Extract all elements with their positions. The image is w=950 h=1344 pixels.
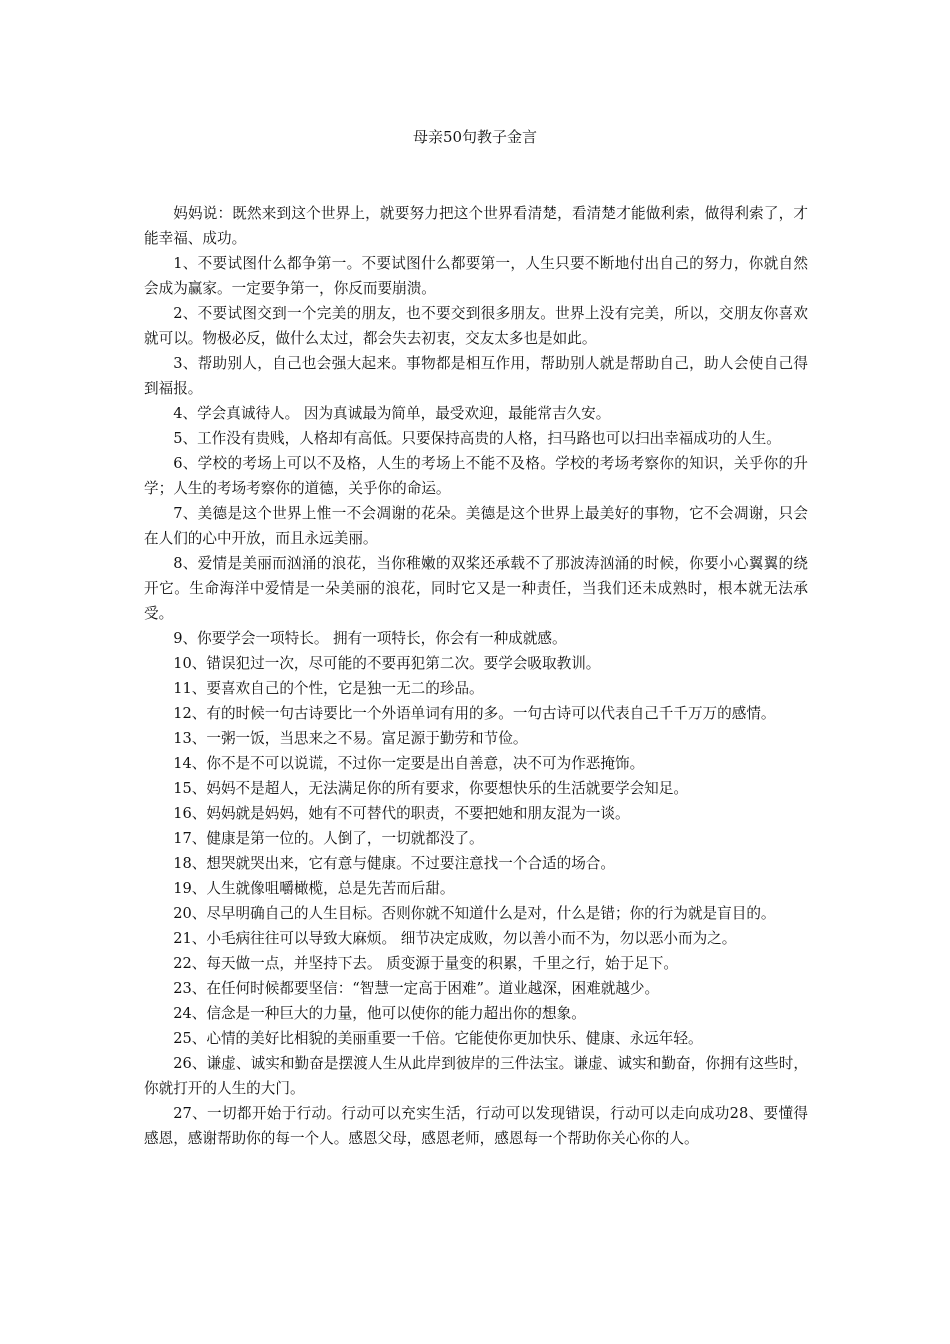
paragraph-22: 22、每天做一点，并坚持下去。 质变源于量变的积累，千里之行，始于足下。 xyxy=(173,955,678,972)
paragraph-1: 1、不要试图什么都争第一。不要试图什么都要第一，人生只要不断地付出自己的努力，你就自然会成为赢家。一定要争第一，你反而要崩溃。 xyxy=(144,255,808,297)
paragraph-25: 25、心情的美好比相貌的美丽重要一千倍。它能使你更加快乐、健康、永远年轻。 xyxy=(173,1030,703,1047)
paragraph-16: 16、妈妈就是妈妈，她有不可替代的职责，不要把她和朋友混为一谈。 xyxy=(173,805,630,822)
paragraph-12: 12、有的时候一句古诗要比一个外语单词有用的多。一句古诗可以代表自己千千万万的感情。 xyxy=(173,705,776,722)
paragraph-15: 15、妈妈不是超人，无法满足你的所有要求，你要想快乐的生活就要学会知足。 xyxy=(173,780,688,797)
paragraph-4: 4、学会真诚待人。 因为真诚最为简单，最受欢迎，最能常吉久安。 xyxy=(173,405,611,422)
document-body xyxy=(144,201,808,1151)
document-title: 母亲50句教子金言 xyxy=(412,128,538,146)
paragraph-6: 6、学校的考场上可以不及格，人生的考场上不能不及格。学校的考场考察你的知识，关乎你的升学；人生的考场考察你的道德，关乎你的命运。 xyxy=(144,455,808,497)
paragraph-intro: 妈妈说：既然来到这个世界上，就要努力把这个世界看清楚，看清楚才能做利索，做得利索了，才能幸福、成功。 xyxy=(144,205,808,247)
paragraph-5: 5、工作没有贵贱，人格却有高低。只要保持高贵的人格，扫马路也可以扫出幸福成功的人生。 xyxy=(173,430,781,447)
paragraph-27: 27、一切都开始于行动。行动可以充实生活，行动可以发现错误，行动可以走向成功28、要懂得感恩，感谢帮助你的每一个人。感恩父母，感恩老师，感恩每一个帮助你关心你的人。 xyxy=(144,1105,808,1147)
paragraph-19: 19、人生就像咀嚼橄榄，总是先苦而后甜。 xyxy=(173,880,455,897)
paragraph-8: 8、爱情是美丽而汹涌的浪花，当你稚嫩的双桨还承载不了那波涛汹涌的时候，你要小心翼翼的绕开它。生命海洋中爱情是一朵美丽的浪花，同时它又是一种责任，当我们还未成熟时，根本就无法承受。 xyxy=(144,555,808,622)
paragraph-11: 11、要喜欢自己的个性，它是独一无二的珍品。 xyxy=(173,680,484,697)
paragraph-13: 13、一粥一饭，当思来之不易。富足源于勤劳和节俭。 xyxy=(173,730,528,747)
paragraph-21: 21、小毛病往往可以导致大麻烦。 细节决定成败，勿以善小而不为，勿以恶小而为之。 xyxy=(173,930,737,947)
paragraph-3: 3、帮助别人，自己也会强大起来。事物都是相互作用，帮助别人就是帮助自己，助人会使自己得到福报。 xyxy=(144,355,808,397)
paragraph-14: 14、你不是不可以说谎，不过你一定要是出自善意，决不可为作恶掩饰。 xyxy=(173,755,645,772)
paragraph-23: 23、在任何时候都要坚信：“智慧一定高于困难”。道业越深，困难就越少。 xyxy=(173,980,660,997)
paragraph-18: 18、想哭就哭出来，它有意与健康。不过要注意找一个合适的场合。 xyxy=(173,855,615,872)
paragraph-2: 2、不要试图交到一个完美的朋友，也不要交到很多朋友。世界上没有完美，所以，交朋友你喜欢就可以。物极必反，做什么太过，都会失去初衷，交友太多也是如此。 xyxy=(144,305,808,347)
paragraph-20: 20、尽早明确自己的人生目标。否则你就不知道什么是对，什么是错；你的行为就是盲目的。 xyxy=(173,905,776,922)
paragraph-7: 7、美德是这个世界上惟一不会凋谢的花朵。美德是这个世界上最美好的事物，它不会凋谢，只会在人们的心中开放，而且永远美丽。 xyxy=(144,505,808,547)
paragraph-26: 26、谦虚、诚实和勤奋是摆渡人生从此岸到彼岸的三件法宝。谦虚、诚实和勤奋，你拥有这些时，你就打开的人生的大门。 xyxy=(144,1055,808,1097)
paragraph-17: 17、健康是第一位的。人倒了，一切就都没了。 xyxy=(173,830,484,847)
paragraph-24: 24、信念是一种巨大的力量，他可以使你的能力超出你的想象。 xyxy=(173,1005,586,1022)
paragraph-9: 9、你要学会一项特长。 拥有一项特长，你会有一种成就感。 xyxy=(173,630,567,647)
paragraph-10: 10、错误犯过一次，尽可能的不要再犯第二次。要学会吸取教训。 xyxy=(173,655,601,672)
